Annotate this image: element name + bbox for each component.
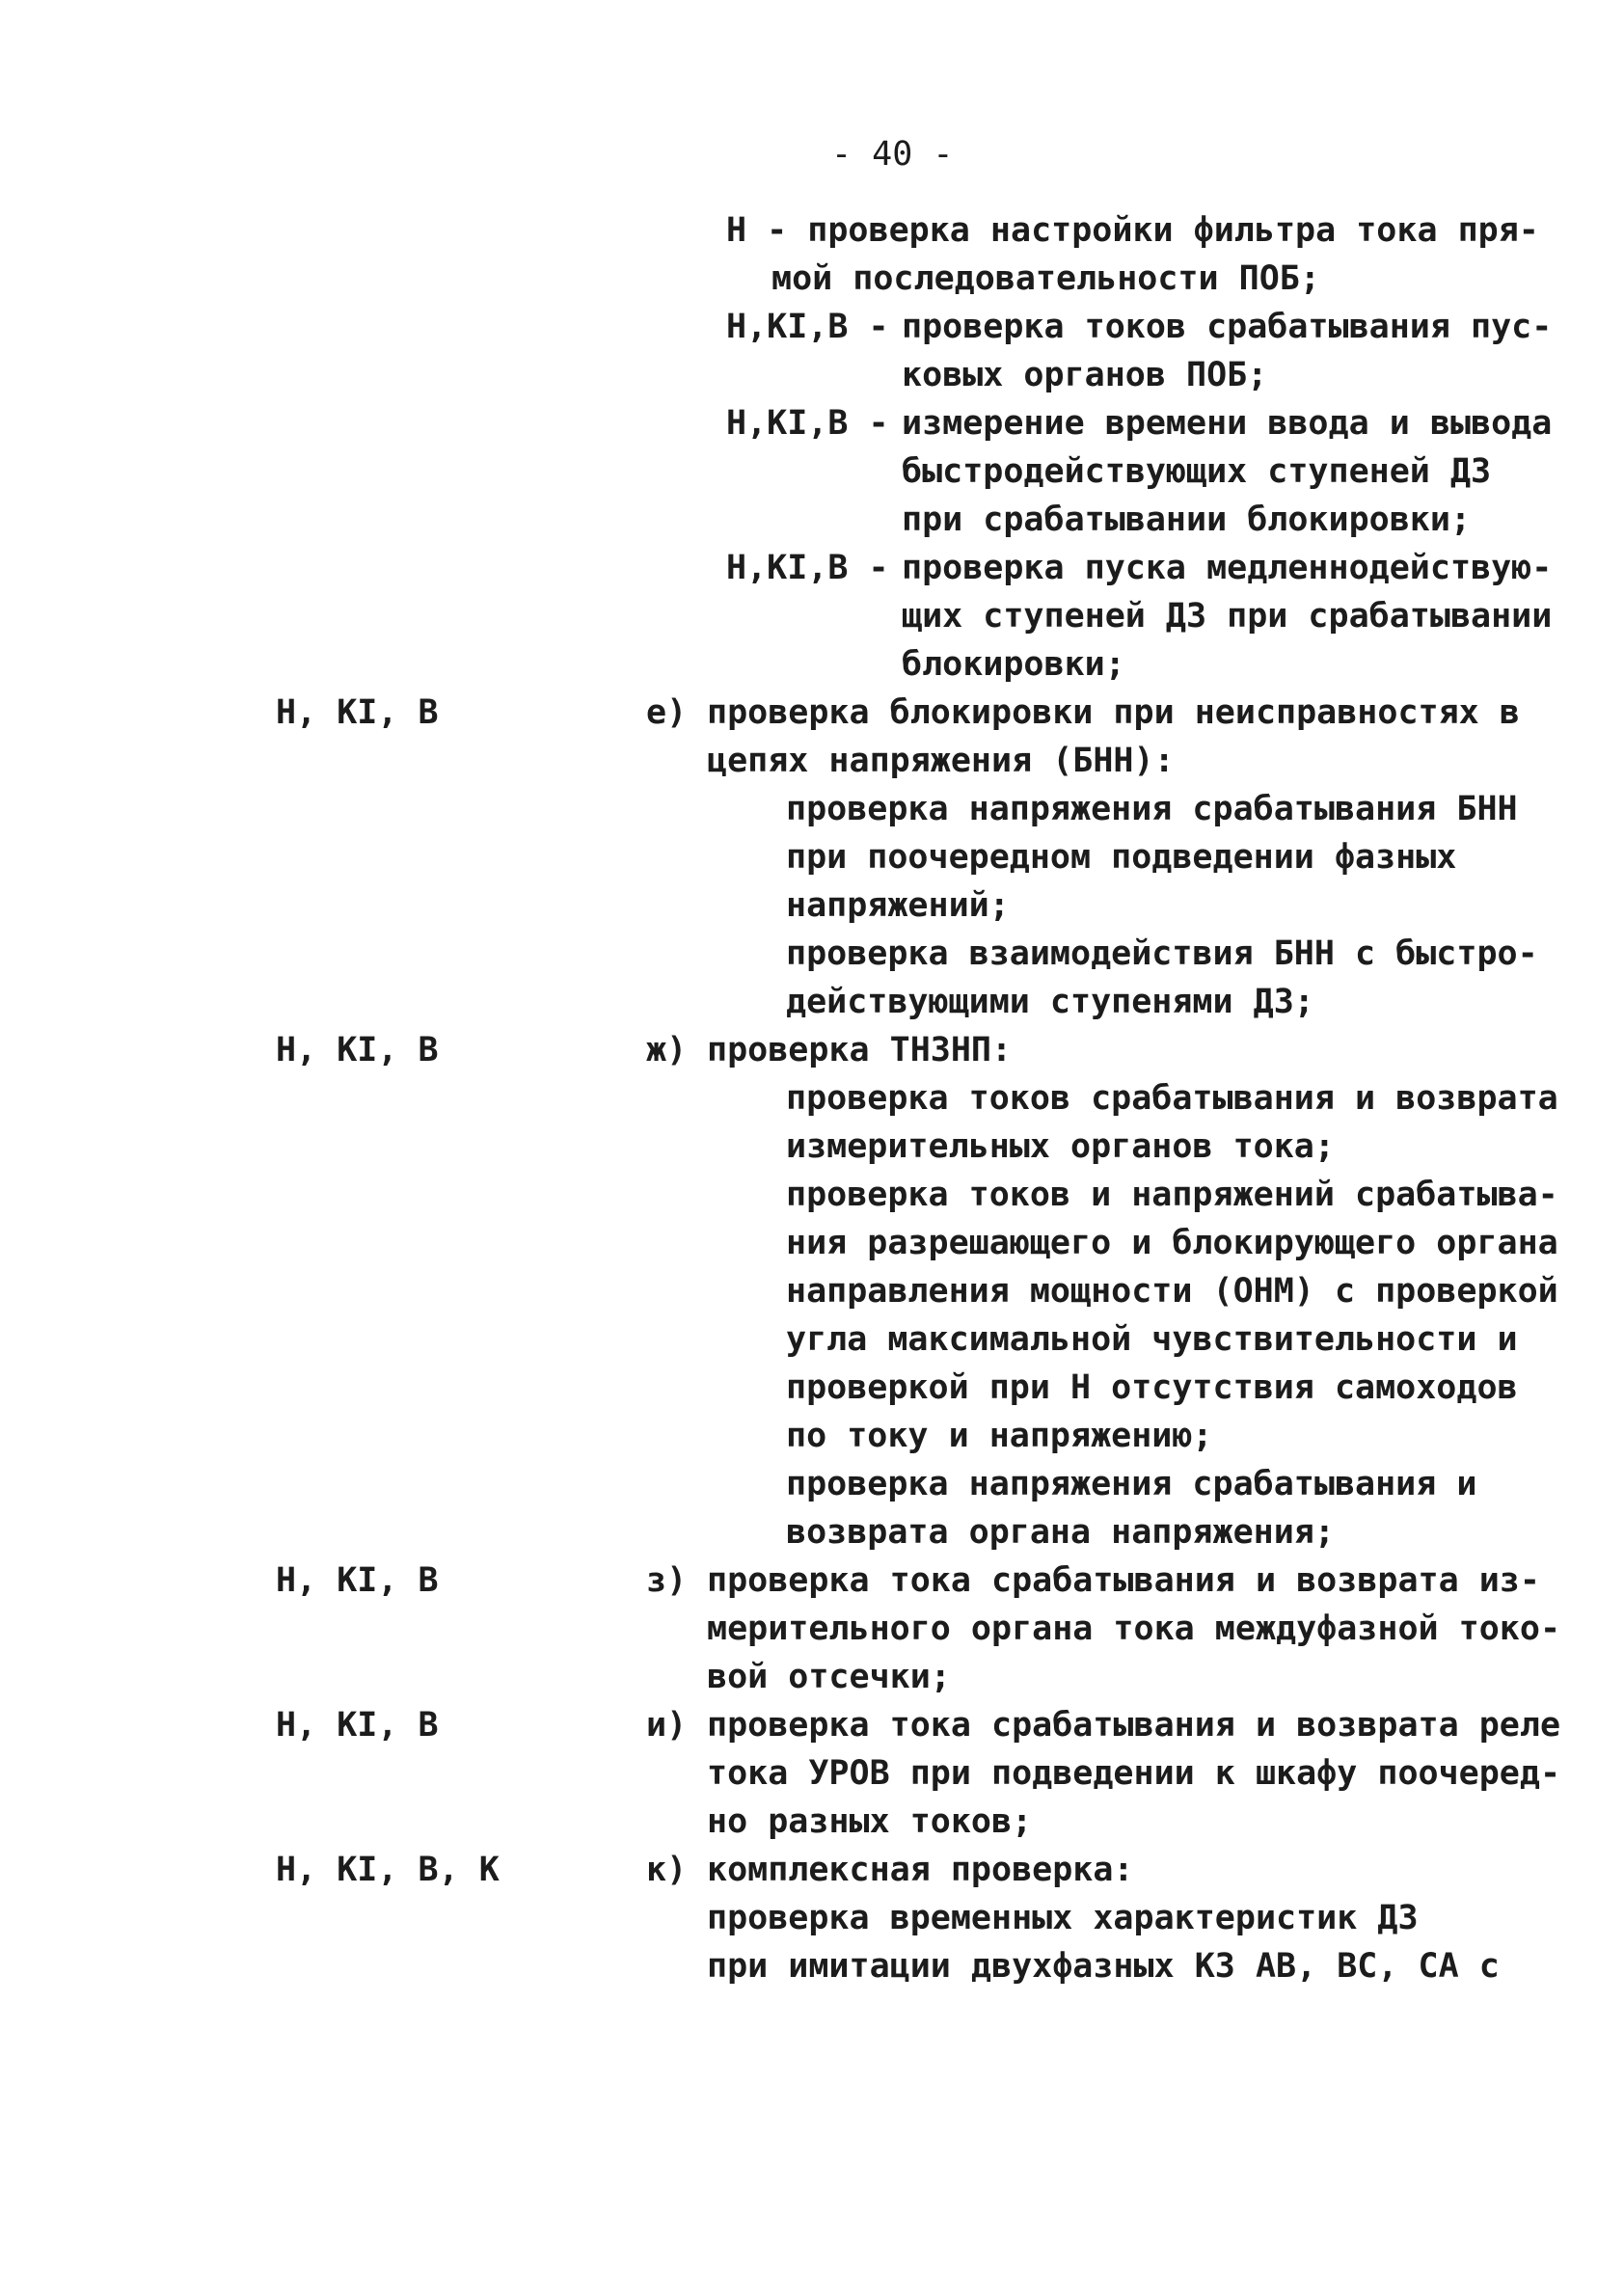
page-number: - 40 - bbox=[831, 135, 954, 174]
text-line: проверка токов срабатывания и возврата bbox=[786, 1079, 1558, 1118]
text-line: ния разрешающего и блокирующего органа bbox=[786, 1224, 1558, 1262]
code-label: Н, КI, В bbox=[276, 1031, 439, 1069]
text-line: быстродействующих ступеней ДЗ bbox=[902, 452, 1492, 491]
item-marker: к) bbox=[646, 1851, 688, 1889]
text-line: щих ступеней ДЗ при срабатывании bbox=[902, 597, 1553, 636]
text-line: ковых органов ПОБ; bbox=[902, 356, 1268, 394]
code-label: Н, КI, В bbox=[276, 1561, 439, 1600]
text-line: тока УРОВ при подведении к шкафу поочеред- bbox=[707, 1754, 1561, 1793]
text-line: мой последовательности ПОБ; bbox=[771, 259, 1320, 298]
text-line: при срабатывании блокировки; bbox=[902, 501, 1472, 539]
item-marker: з) bbox=[646, 1561, 688, 1600]
text-line: проверка временных характеристик ДЗ bbox=[707, 1899, 1419, 1937]
text-line: напряжений; bbox=[786, 886, 1010, 925]
text-line: угла максимальной чувствительности и bbox=[786, 1320, 1518, 1359]
text-line: проверка тока срабатывания и возврата из- bbox=[707, 1561, 1540, 1600]
text-line: проверка взаимодействия БНН с быстро- bbox=[786, 934, 1538, 973]
text-line: проверка блокировки при неисправностях в bbox=[707, 693, 1520, 732]
text-line: при поочередном подведении фазных bbox=[786, 838, 1457, 877]
text-line: блокировки; bbox=[902, 645, 1125, 684]
text-line: проверка ТНЗНП: bbox=[707, 1031, 1013, 1069]
text-line: проверка тока срабатывания и возврата реле bbox=[707, 1706, 1561, 1745]
text-line: но разных токов; bbox=[707, 1802, 1033, 1841]
text-line: при имитации двухфазных КЗ АВ, ВС, СА с bbox=[707, 1947, 1500, 1986]
text-line: проверка токов срабатывания пус- bbox=[902, 308, 1553, 346]
text-line: цепях напряжения (БНН): bbox=[707, 742, 1175, 780]
text-line: Н - проверка настройки фильтра тока пря- bbox=[726, 211, 1539, 250]
text-line: по току и напряжению; bbox=[786, 1417, 1213, 1455]
code-label: Н,КI,В - bbox=[726, 308, 889, 346]
text-line: вой отсечки; bbox=[707, 1658, 951, 1696]
text-line: возврата органа напряжения; bbox=[786, 1513, 1335, 1552]
text-line: комплексная проверка: bbox=[707, 1851, 1134, 1889]
text-line: проверка токов и напряжений срабатыва- bbox=[786, 1176, 1558, 1214]
text-line: направления мощности (ОНМ) с проверкой bbox=[786, 1272, 1558, 1311]
item-marker: и) bbox=[646, 1706, 688, 1745]
text-line: проверкой при Н отсутствия самоходов bbox=[786, 1368, 1518, 1407]
code-label: Н, КI, В, К bbox=[276, 1851, 500, 1889]
text-line: проверка пуска медленнодействую- bbox=[902, 549, 1553, 587]
code-label: Н,КI,В - bbox=[726, 404, 889, 443]
text-line: проверка напряжения срабатывания БНН bbox=[786, 790, 1518, 828]
text-line: мерительного органа тока междуфазной токо- bbox=[707, 1610, 1561, 1648]
item-marker: е) bbox=[646, 693, 688, 732]
text-line: проверка напряжения срабатывания и bbox=[786, 1465, 1477, 1503]
text-line: действующими ступенями ДЗ; bbox=[786, 983, 1314, 1021]
code-label: Н, КI, В bbox=[276, 693, 439, 732]
text-line: измерение времени ввода и вывода bbox=[902, 404, 1553, 443]
code-label: Н,КI,В - bbox=[726, 549, 889, 587]
item-marker: ж) bbox=[646, 1031, 688, 1069]
text-line: измерительных органов тока; bbox=[786, 1127, 1335, 1166]
code-label: Н, КI, В bbox=[276, 1706, 439, 1745]
